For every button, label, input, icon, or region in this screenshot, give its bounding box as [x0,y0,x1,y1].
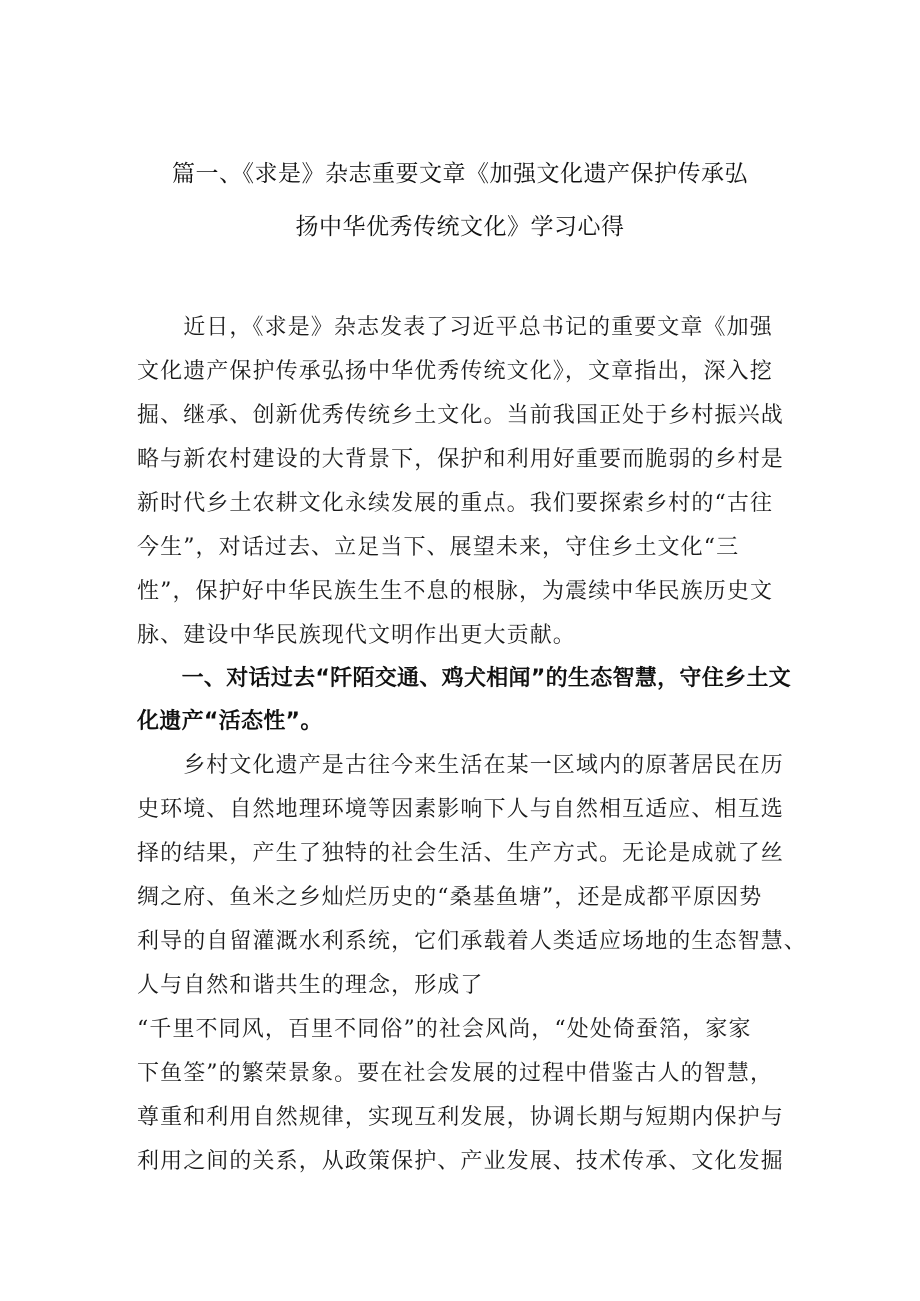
section-heading-line: 一、对话过去“阡陌交通、鸡犬相闻”的生态智慧，守住乡土文 [137,666,791,691]
body-text-line: 脉、建设中华民族现代文明作出更大贡献。 [137,623,576,648]
body-text-line: 下鱼筌”的繁荣景象。要在社会发展的过程中借鉴古人的智慧， [137,1061,774,1086]
body-text-line: 略与新农村建设的大背景下，保护和利用好重要而脆弱的乡村是 [137,447,784,472]
body-text-line: 尊重和利用自然规律，实现互利发展，协调长期与短期内保护与 [137,1105,784,1130]
body-text-line: 绸之府、鱼米之乡灿烂历史的“桑基鱼塘”，还是成都平原因势 [137,885,763,910]
body-text-line: 人与自然和谐共生的理念，形成了 [137,973,484,998]
body-text-line: 乡村文化遗产是古往今来生活在某一区域内的原著居民在历 [137,753,784,778]
body-text-line: 史环境、自然地理环境等因素影响下人与自然相互适应、相互选 [137,797,784,822]
body-text-line: 新时代乡土农耕文化永续发展的重点。我们要探索乡村的“古往 [137,491,774,516]
body-text-line: 近日，《求是》杂志发表了习近平总书记的重要文章《加强 [137,315,773,340]
body-text-line: “千里不同风，百里不同俗”的社会风尚，“处处倚蚕箔，家家 [137,1017,752,1042]
body-text-line: 择的结果，产生了独特的社会生活、生产方式。无论是成就了丝 [137,841,784,866]
section-heading-line: 化遗产“活态性”。 [137,709,323,734]
document-title-line-1: 篇一、《求是》杂志重要文章《加强文化遗产保护传承弘 [172,161,748,187]
body-text-line: 今生”，对话过去、立足当下、展望未来，守住乡土文化“三 [137,535,740,560]
body-text-line: 利导的自留灌溉水利系统，它们承载着人类适应场地的生态智慧、 [137,929,807,954]
body-text-line: 性”，保护好中华民族生生不息的根脉，为震续中华民族历史文 [137,579,774,604]
body-text-line: 掘、继承、创新优秀传统乡土文化。当前我国正处于乡村振兴战 [137,403,784,428]
body-text-line: 文化遗产保护传承弘扬中华优秀传统文化》，文章指出，深入挖 [137,359,773,384]
body-text-line: 利用之间的关系，从政策保护、产业发展、技术传承、文化发掘 [137,1149,784,1174]
document-title-line-2: 扬中华优秀传统文化》学习心得 [295,214,625,240]
